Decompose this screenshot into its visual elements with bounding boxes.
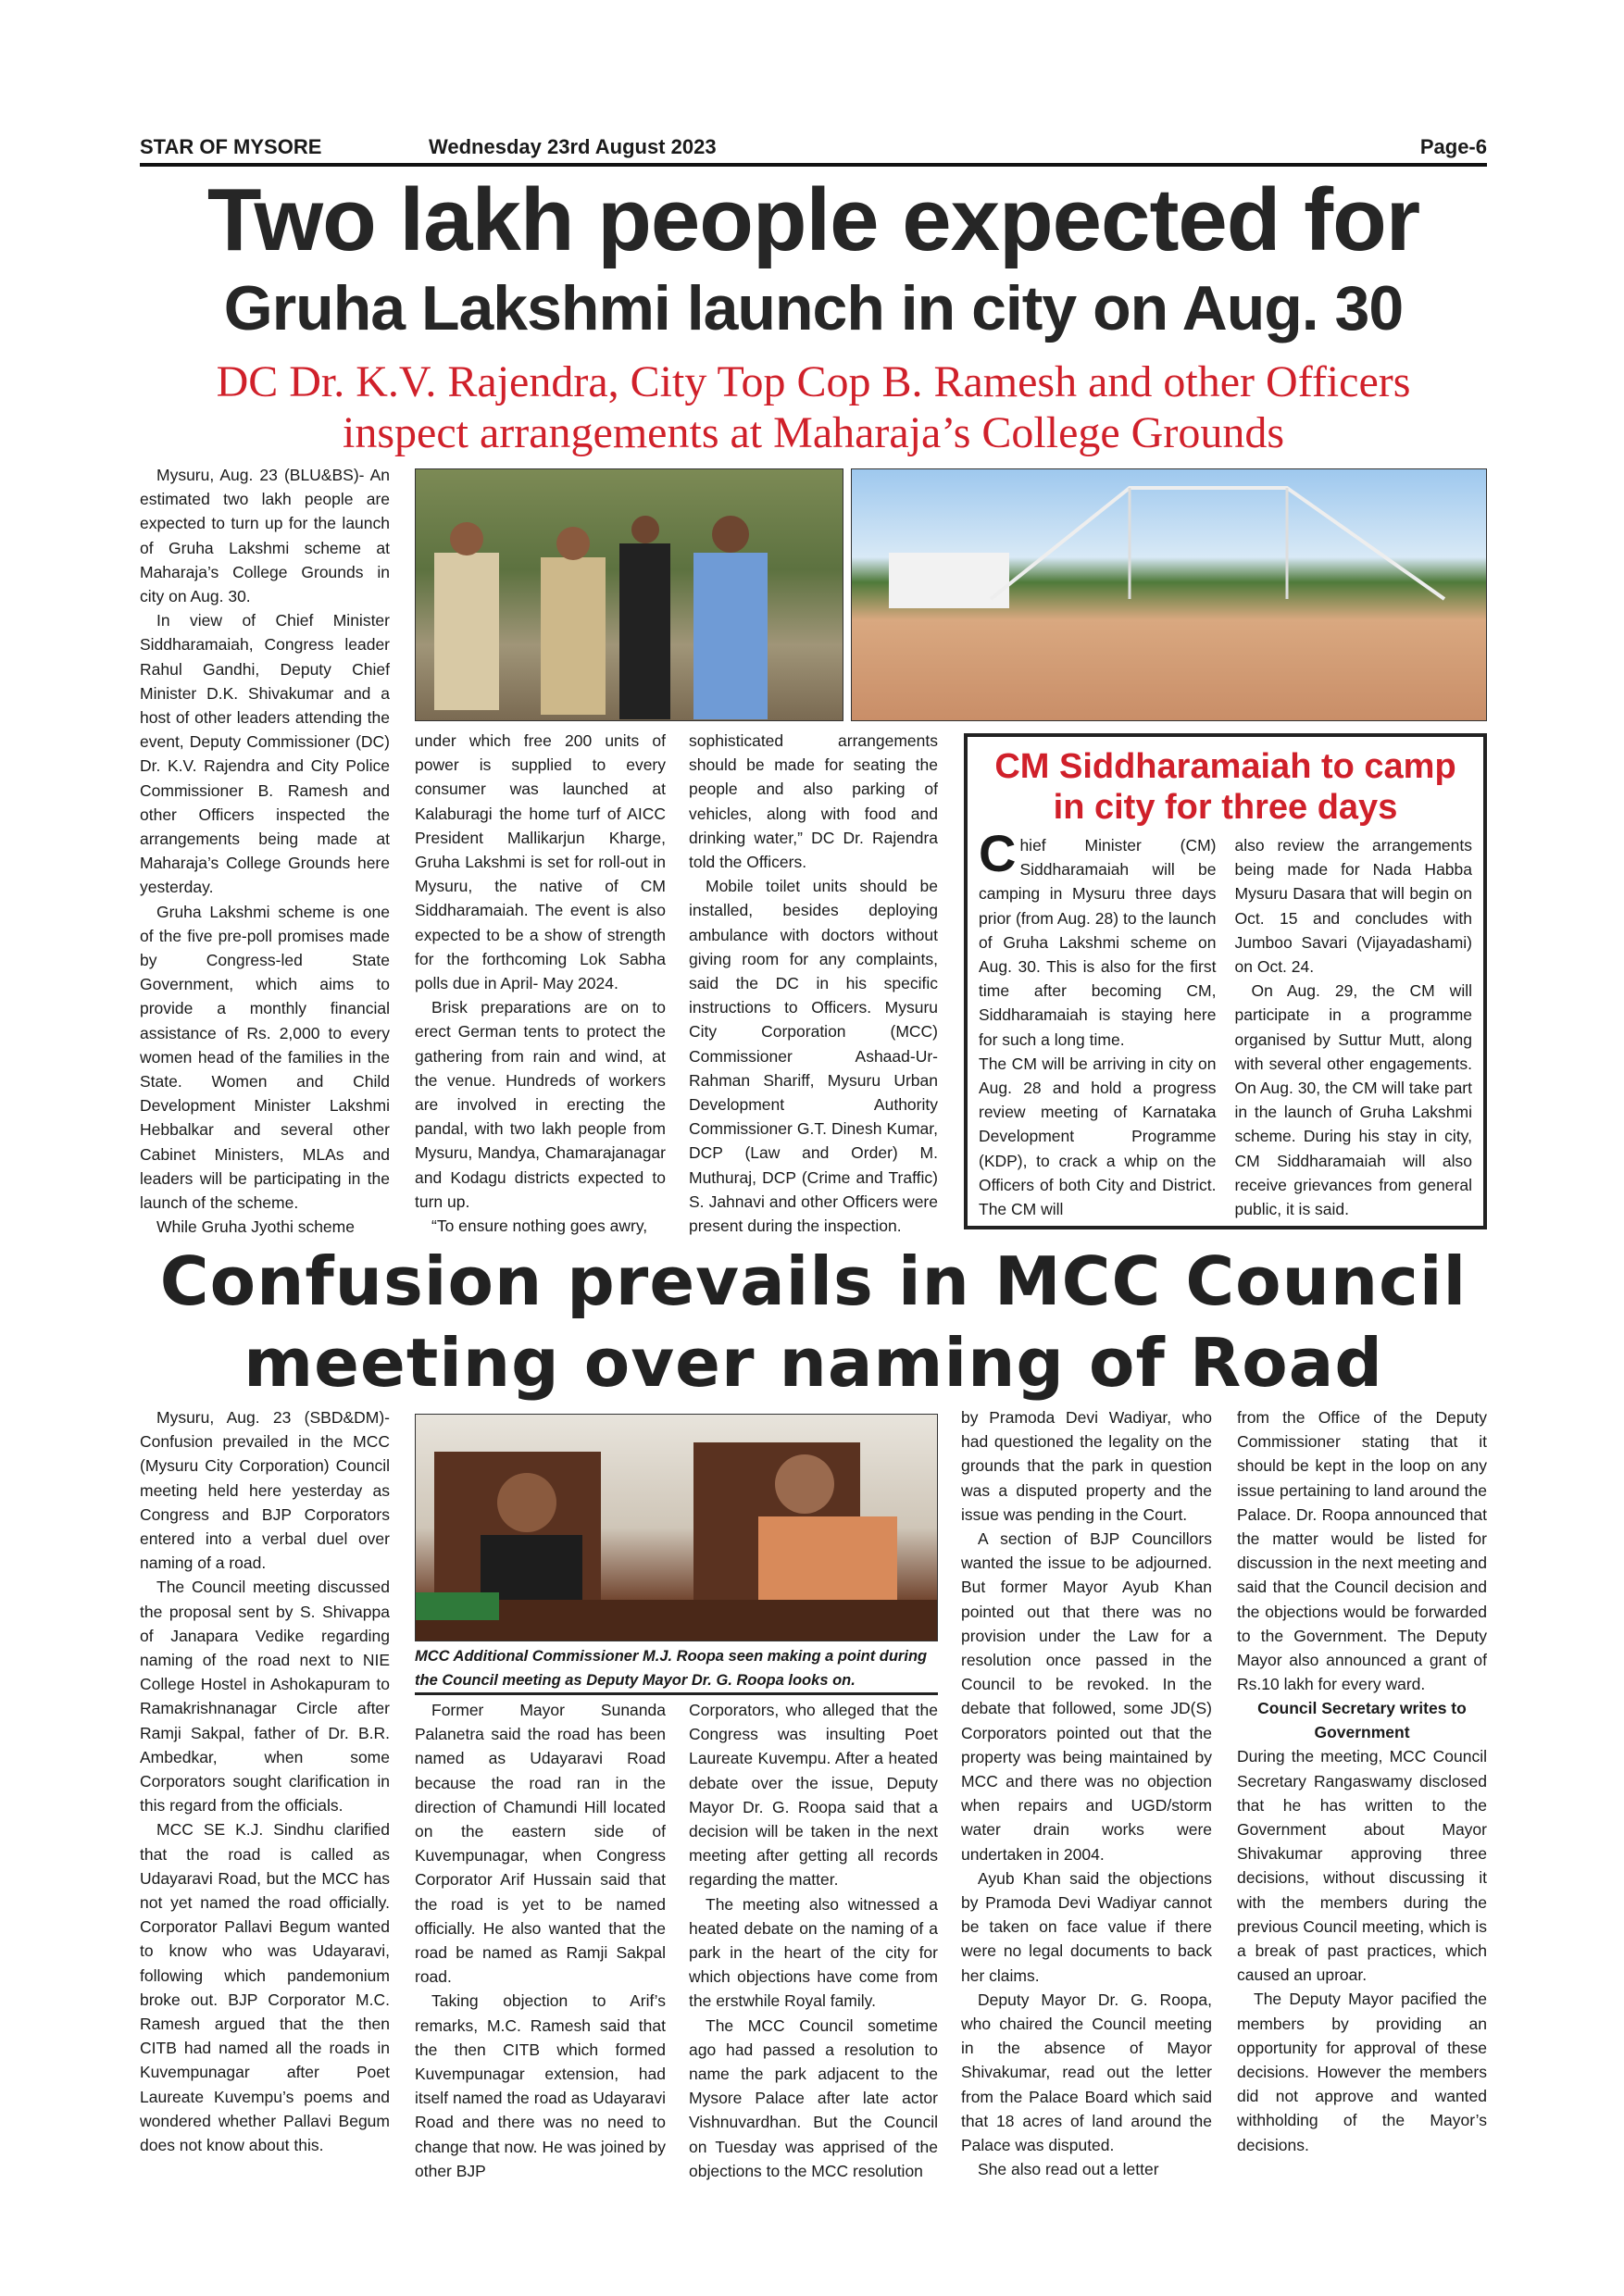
- paragraph: also review the arrangements being made for Nada Habba Mysuru Dasara that will begin on Oct. 15 and concludes with Jumboo Savari (Vijayadashami) on Oct. 24.: [1234, 836, 1472, 977]
- paragraph: The meeting also witnessed a heated debate on the naming of a park in the heart of the city for which objections have come from the erstwhile Royal family.: [689, 1894, 938, 2011]
- paragraph: The MCC Council sometime ago had passed a resolution to name the park adjacent to the Mysore Palace after late actor Vishnuvardhan. But the Council on Tuesday was apprised of the objections to the MCC resolution: [689, 2015, 938, 2180]
- page-number: Page-6: [1419, 135, 1487, 158]
- article1-column-3: [689, 729, 938, 1238]
- paragraph: “To ensure nothing goes awry,: [431, 1217, 648, 1236]
- article2-column-5: [1237, 1405, 1487, 2157]
- paragraph: She also read out a letter: [978, 2160, 1159, 2179]
- tent-frame-illustration: [852, 469, 1487, 721]
- sidebar-box-cm-camp: [964, 733, 1487, 1229]
- paragraph: MCC SE K.J. Sindhu clarified that the road is called as Udayaravi Road, but the MCC has not yet named the road officially. Corporator Pallavi Begum wanted to know who was Udayaravi, following which pandemonium broke out. BJP Corporator M.C. Ramesh argued that the then CITB had named all the roads in Kuvempunagar after Poet Laureate Kuvempu’s poems and wondered whether Pallavi Begum does not know about this.: [140, 1820, 390, 2155]
- column-5-lower: [1237, 1744, 1487, 2156]
- people-illustration: [416, 469, 843, 721]
- drop-cap: C: [979, 824, 1017, 882]
- headline-2-line2: meeting over naming of Road: [244, 1324, 1383, 1402]
- article2-column-1: [140, 1405, 390, 2157]
- article1-column-1: [140, 463, 390, 1240]
- photo-officials-inspection: [415, 468, 843, 721]
- subheadline-1-line2: inspect arrangements at Maharaja’s College Grounds: [343, 408, 1284, 457]
- paragraph: Gruha Lakshmi scheme is one of the five pre-poll promises made by Congress-led State Government, which aims to provide a monthly financial assistance of Rs. 2,000 to every women head of the families in the State. Women and Child Development Minister Lakshmi Hebbalkar and several other Cabinet Ministers, MLAs and leaders will be participating in the launch of the scheme.: [140, 902, 390, 1213]
- paragraph: Mysuru, Aug. 23 (BLU&BS)- An estimated two lakh people are expected to turn up for the launch of Gruha Lakshmi scheme at Maharaja’s College Grounds in city on Aug. 30.: [140, 466, 390, 606]
- article2-column-3: [689, 1698, 938, 2183]
- headline-2-line1: Confusion prevails in MCC Council: [159, 1242, 1468, 1320]
- paragraph: Deputy Mayor Dr. G. Roopa, who chaired the Council meeting in the absence of Mayor Shivakumar, read out the letter from the Palace Board which said that 18 acres of land around the Palace was disputed.: [961, 1990, 1212, 2155]
- paragraph: hief Minister (CM) Siddharamaiah will be camping in Mysuru three days prior (from Aug. 28) to the launch of Gruha Lakshmi scheme on Aug. 30. This is also for the first time after becoming CM, Siddharamaiah is staying here for such a long time.: [979, 836, 1217, 1049]
- paragraph: Mobile toilet units should be installed, besides deploying ambulance with doctors without giving room for any complaints, said the DC in his specific instructions to Officers. Mysuru City Corporation (MCC) Commissioner Ashaad-Ur-Rahman Shariff, Mysuru Urban Development Authority Commissioner G.T. Dinesh Kumar, DCP (Law and Order) M. Muthuraj, DCP (Crime and Traffic) S. Jahnavi and other Officers were present during the inspection.: [689, 877, 938, 1236]
- paragraph: Former Mayor Sunanda Palanetra said the road has been named as Udayaravi Road because the road ran in the direction of Chamundi Hill located on the eastern side of Kuvempunagar, when Congress Corporator Arif Hussain said that the road is yet to be named officially. He also wanted that the road be named as Ramji Sakpal road.: [415, 1701, 666, 1987]
- sidebar-box-column-1: [979, 824, 1217, 1221]
- header-rule: [140, 163, 1487, 167]
- paragraph: A section of BJP Councillors wanted the issue to be adjourned. But former Mayor Ayub Khan pointed out that there was no provision under the Law for a resolution once passed in the Council to be revoked. In the debate that followed, some JD(S) Corporators pointed out that the property was being maintained by MCC and there was no objection when repairs and UGD/storm water drain works were undertaken in 2004.: [961, 1529, 1212, 1864]
- paragraph: The Council meeting discussed the proposal sent by S. Shivappa of Janapara Vedike regarding naming of the road next to NIE College Hostel in Ashokapuram to Ramakrishnanagar Circle after Ramji Sakpal, father of Dr. B.R. Ambedkar, when some Corporators sought clarification in this regard from the officials.: [140, 1578, 390, 1816]
- paragraph: under which free 200 units of power is supplied to every consumer was launched at Kalaburagi the home turf of AICC President Mallikarjun Kharge, Gruha Lakshmi is set for roll-out in Mysuru, the native of CM Siddharamaiah. The event is also expected to be a show of strength for the forthcoming Lok Sabha polls due in April- May 2024.: [415, 731, 666, 993]
- subheadline-1-line1: DC Dr. K.V. Rajendra, City Top Cop B. Ramesh and other Officers: [216, 357, 1411, 406]
- paragraph: Ayub Khan said the objections by Pramoda Devi Wadiyar cannot be taken on face value if there were no legal documents to back her claims.: [961, 1868, 1212, 1985]
- paragraph: Mysuru, Aug. 23 (SBD&DM)- Confusion prevailed in the MCC (Mysuru City Corporation) Council meeting held here yesterday as Congress and BJP Corporators entered into a verbal duel over naming of a road.: [140, 1408, 390, 1573]
- headline-1-line1: Two lakh people expected for: [206, 170, 1420, 269]
- article2-column-4: [961, 1405, 1212, 2182]
- article2-column-2: [415, 1698, 666, 2183]
- paragraph: Brisk preparations are on to erect German tents to protect the gathering from rain and wind, at the venue. Hundreds of workers are involved in erecting the pandal, with two lakh people from Mysuru, Mandya, Chamarajanagar and Kodagu districts expected to turn up.: [415, 998, 666, 1211]
- paragraph: On Aug. 29, the CM will participate in a programme organised by Suttur Mutt, along with several other engagements. On Aug. 30, the CM will take part in the launch of Gruha Lakshmi scheme. During his stay in city, CM Siddharamaiah will also receive grievances from general public, it is said.: [1234, 981, 1472, 1219]
- headline-1-line2: Gruha Lakshmi launch in city on Aug. 30: [223, 273, 1404, 343]
- paragraph: The Deputy Mayor pacified the members by providing an opportunity for approval of these decisions. However the members did not approve and wanted withholding of the Mayor’s decisions.: [1237, 1990, 1487, 2154]
- article1-column-2: [415, 729, 666, 1238]
- paragraph: sophisticated arrangements should be made for seating the people and also parking of vehicles, along with food and drinking water,” DC Dr. Rajendra told the Officers.: [689, 731, 938, 872]
- paragraph: by Pramoda Devi Wadiyar, who had questioned the legality on the grounds that the park in question was a disputed property and the issue was pending in the Court.: [961, 1408, 1212, 1524]
- paper-name: STAR OF MYSORE: [140, 135, 322, 158]
- paragraph: While Gruha Jyothi scheme: [156, 1217, 355, 1237]
- paragraph: Taking objection to Arif’s remarks, M.C. Ramesh said that the then CITB which formed Kuvempunagar extension, had itself named the road as Udayaravi Road and there was no need to change that now. He was joined by other BJP: [415, 1991, 666, 2180]
- photo-pandal-construction: [851, 468, 1487, 721]
- subhead-council-secretary: Council Secretary writes to Government: [1257, 1699, 1467, 1742]
- paragraph: The CM will be arriving in city on Aug. 28 and hold a progress review meeting of Karnataka Development Programme (KDP), to crack a whip on the Officers of both City and District. The CM will: [979, 1054, 1217, 1219]
- photo-council-meeting: [415, 1414, 938, 1641]
- sidebar-box-column-1-rest: [979, 1052, 1217, 1221]
- column-5-upper: [1237, 1405, 1487, 1696]
- issue-date: Wednesday 23rd August 2023: [429, 135, 717, 158]
- council-illustration: [416, 1415, 938, 1641]
- paragraph: In view of Chief Minister Siddharamaiah, Congress leader Rahul Gandhi, Deputy Chief Minister D.K. Shivakumar and a host of other leaders attending the event, Deputy Commissioner (DC) Dr. K.V. Rajendra and City Police Commissioner B. Ramesh and other Officers inspected the arrangements being made at Maharaja’s College Grounds here yesterday.: [140, 611, 390, 897]
- photo-caption: MCC Additional Commissioner M.J. Roopa seen making a point during the Council meeting as Deputy Mayor Dr. G. Roopa looks on.: [415, 1644, 938, 1695]
- paragraph: from the Office of the Deputy Commissioner stating that it should be kept in the loop on any issue pertaining to land around the Palace. Dr. Roopa announced that the matter would be listed for discussion in the next meeting and said that the Council decision and the objections would be forwarded to the Government. The Deputy Mayor also announced a grant of Rs.10 lakh for every ward.: [1237, 1408, 1487, 1694]
- paragraph: During the meeting, MCC Council Secretary Rangaswamy disclosed that he has written to the Government about Mayor Shivakumar approving three decisions, without discussing it with the members during the previous Council meeting, which is a break of past practices, which caused an uproar.: [1237, 1747, 1487, 1985]
- sidebar-box-column-2: [1235, 833, 1473, 1221]
- sidebar-box-title: CM Siddharamaiah to camp in city for three days: [994, 747, 1456, 827]
- paragraph: Corporators, who alleged that the Congress was insulting Poet Laureate Kuvempu. After a heated debate over the issue, Deputy Mayor Dr. G. Roopa said that a decision will be taken in the next meeting after getting all records regarding the matter.: [689, 1701, 938, 1890]
